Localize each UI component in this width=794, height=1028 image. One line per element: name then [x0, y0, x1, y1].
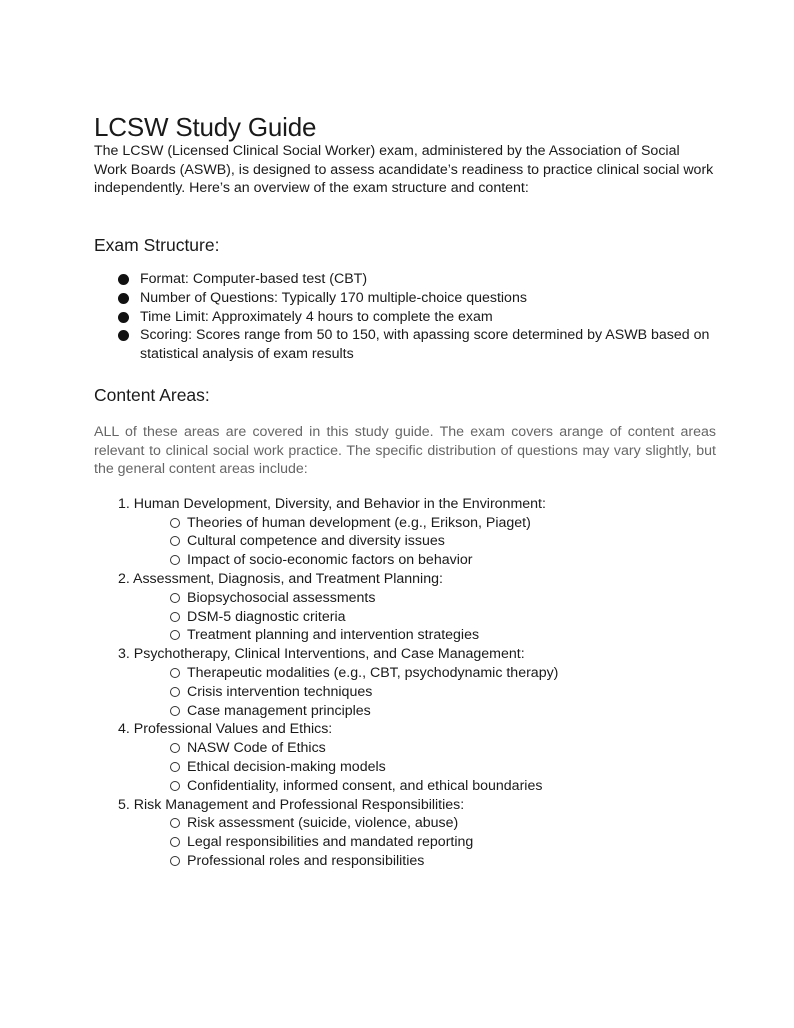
hollow-bullet-icon — [170, 593, 180, 603]
sub-topic-text: Confidentiality, informed consent, and ethical boundaries — [187, 777, 543, 794]
hollow-bullet-icon — [170, 837, 180, 847]
content-area-label: 2. Assessment, Diagnosis, and Treatment Planning: — [118, 570, 443, 587]
list-item-text: Scoring: Scores range from 50 to 150, with apassing score determined by ASWB based on statistical analysis of exam results — [140, 327, 710, 363]
list-item-text: Format: Computer-based test (CBT) — [140, 271, 368, 287]
sub-topic-text: Biopsychosocial assessments — [187, 589, 376, 606]
hollow-bullet-icon — [170, 555, 180, 565]
sub-topic-text: Legal responsibilities and mandated reporting — [187, 834, 474, 851]
list-item — [94, 289, 716, 308]
sub-topic-text: DSM-5 diagnostic criteria — [187, 608, 346, 625]
sub-topic-item — [118, 852, 716, 871]
bullet-icon — [118, 293, 129, 304]
sub-topic-text: Therapeutic modalities (e.g., CBT, psychodynamic therapy) — [187, 664, 559, 681]
list-item — [94, 326, 716, 364]
sub-topic-item — [118, 833, 716, 852]
content-area-item — [94, 495, 716, 570]
content-areas-list — [94, 495, 716, 871]
sub-topic-text: Treatment planning and intervention strategies — [187, 627, 480, 644]
bullet-icon — [118, 330, 129, 341]
sub-topic-list — [118, 664, 716, 720]
hollow-bullet-icon — [170, 536, 180, 546]
sub-topic-item — [118, 702, 716, 721]
hollow-bullet-icon — [170, 743, 180, 753]
hollow-bullet-icon — [170, 781, 180, 791]
list-item — [94, 270, 716, 289]
sub-topic-item — [118, 589, 716, 608]
sub-topic-item — [118, 664, 716, 683]
sub-topic-list — [118, 739, 716, 795]
sub-topic-list — [118, 814, 716, 870]
sub-topic-text: NASW Code of Ethics — [187, 740, 326, 757]
sub-topic-item — [118, 739, 716, 758]
content-areas-paragraph: ALL of these areas are covered in this study guide. The exam covers arange of content areas relevant to clinical social work practice. The specific distribution of questions may vary slightly, but the general content areas include: — [94, 424, 716, 478]
document-title: LCSW Study Guide — [94, 112, 317, 142]
sub-topic-text: Case management principles — [187, 702, 371, 719]
hollow-bullet-icon — [170, 818, 180, 828]
sub-topic-item — [118, 758, 716, 777]
sub-topic-text: Risk assessment (suicide, violence, abuse) — [187, 815, 459, 832]
sub-topic-text: Impact of socio-economic factors on behavior — [187, 552, 473, 569]
bullet-icon — [118, 312, 129, 323]
sub-topic-item — [118, 551, 716, 570]
sub-topic-item — [118, 777, 716, 796]
sub-topic-item — [118, 814, 716, 833]
sub-topic-item — [118, 626, 716, 645]
header-section — [94, 112, 716, 198]
content-areas-section — [94, 384, 716, 871]
hollow-bullet-icon — [170, 687, 180, 697]
sub-topic-text: Professional roles and responsibilities — [187, 852, 425, 869]
content-area-label: 1. Human Development, Diversity, and Behavior in the Environment: — [118, 495, 546, 512]
content-area-item — [94, 720, 716, 795]
hollow-bullet-icon — [170, 668, 180, 678]
list-item — [94, 308, 716, 327]
hollow-bullet-icon — [170, 612, 180, 622]
list-item-text: Number of Questions: Typically 170 multiple-choice questions — [140, 289, 527, 306]
content-area-label: 5. Risk Management and Professional Responsibilities: — [118, 796, 465, 813]
sub-topic-text: Theories of human development (e.g., Erikson, Piaget) — [187, 514, 531, 531]
hollow-bullet-icon — [170, 762, 180, 772]
hollow-bullet-icon — [170, 518, 180, 528]
hollow-bullet-icon — [170, 630, 180, 640]
sub-topic-list — [118, 589, 716, 645]
sub-topic-text: Crisis intervention techniques — [187, 683, 373, 700]
sub-topic-item — [118, 608, 716, 627]
content-area-item — [94, 796, 716, 871]
exam-structure-list — [94, 270, 716, 364]
content-area-item — [94, 570, 716, 645]
bullet-icon — [118, 274, 129, 285]
exam-structure-section — [94, 234, 716, 364]
content-areas-heading: Content Areas: — [94, 385, 210, 405]
exam-structure-heading: Exam Structure: — [94, 235, 220, 255]
content-area-item — [94, 645, 716, 720]
list-item-text: Time Limit: Approximately 4 hours to complete the exam — [140, 308, 493, 325]
sub-topic-item — [118, 514, 716, 533]
content-area-label: 4. Professional Values and Ethics: — [118, 721, 333, 738]
sub-topic-item — [118, 532, 716, 551]
sub-topic-text: Cultural competence and diversity issues — [187, 533, 445, 550]
sub-topic-item — [118, 683, 716, 702]
content-area-label: 3. Psychotherapy, Clinical Interventions, and Case Management: — [118, 646, 525, 663]
intro-paragraph: The LCSW (Licensed Clinical Social Worker) exam, administered by the Association of Social Work Boards (ASWB), is designed to assess acandidate’s readiness to practice clinical social work independently. Here’s an overview of the exam structure and content: — [94, 143, 714, 196]
sub-topic-list — [118, 514, 716, 570]
hollow-bullet-icon — [170, 706, 180, 716]
sub-topic-text: Ethical decision-making models — [187, 758, 386, 775]
hollow-bullet-icon — [170, 856, 180, 866]
